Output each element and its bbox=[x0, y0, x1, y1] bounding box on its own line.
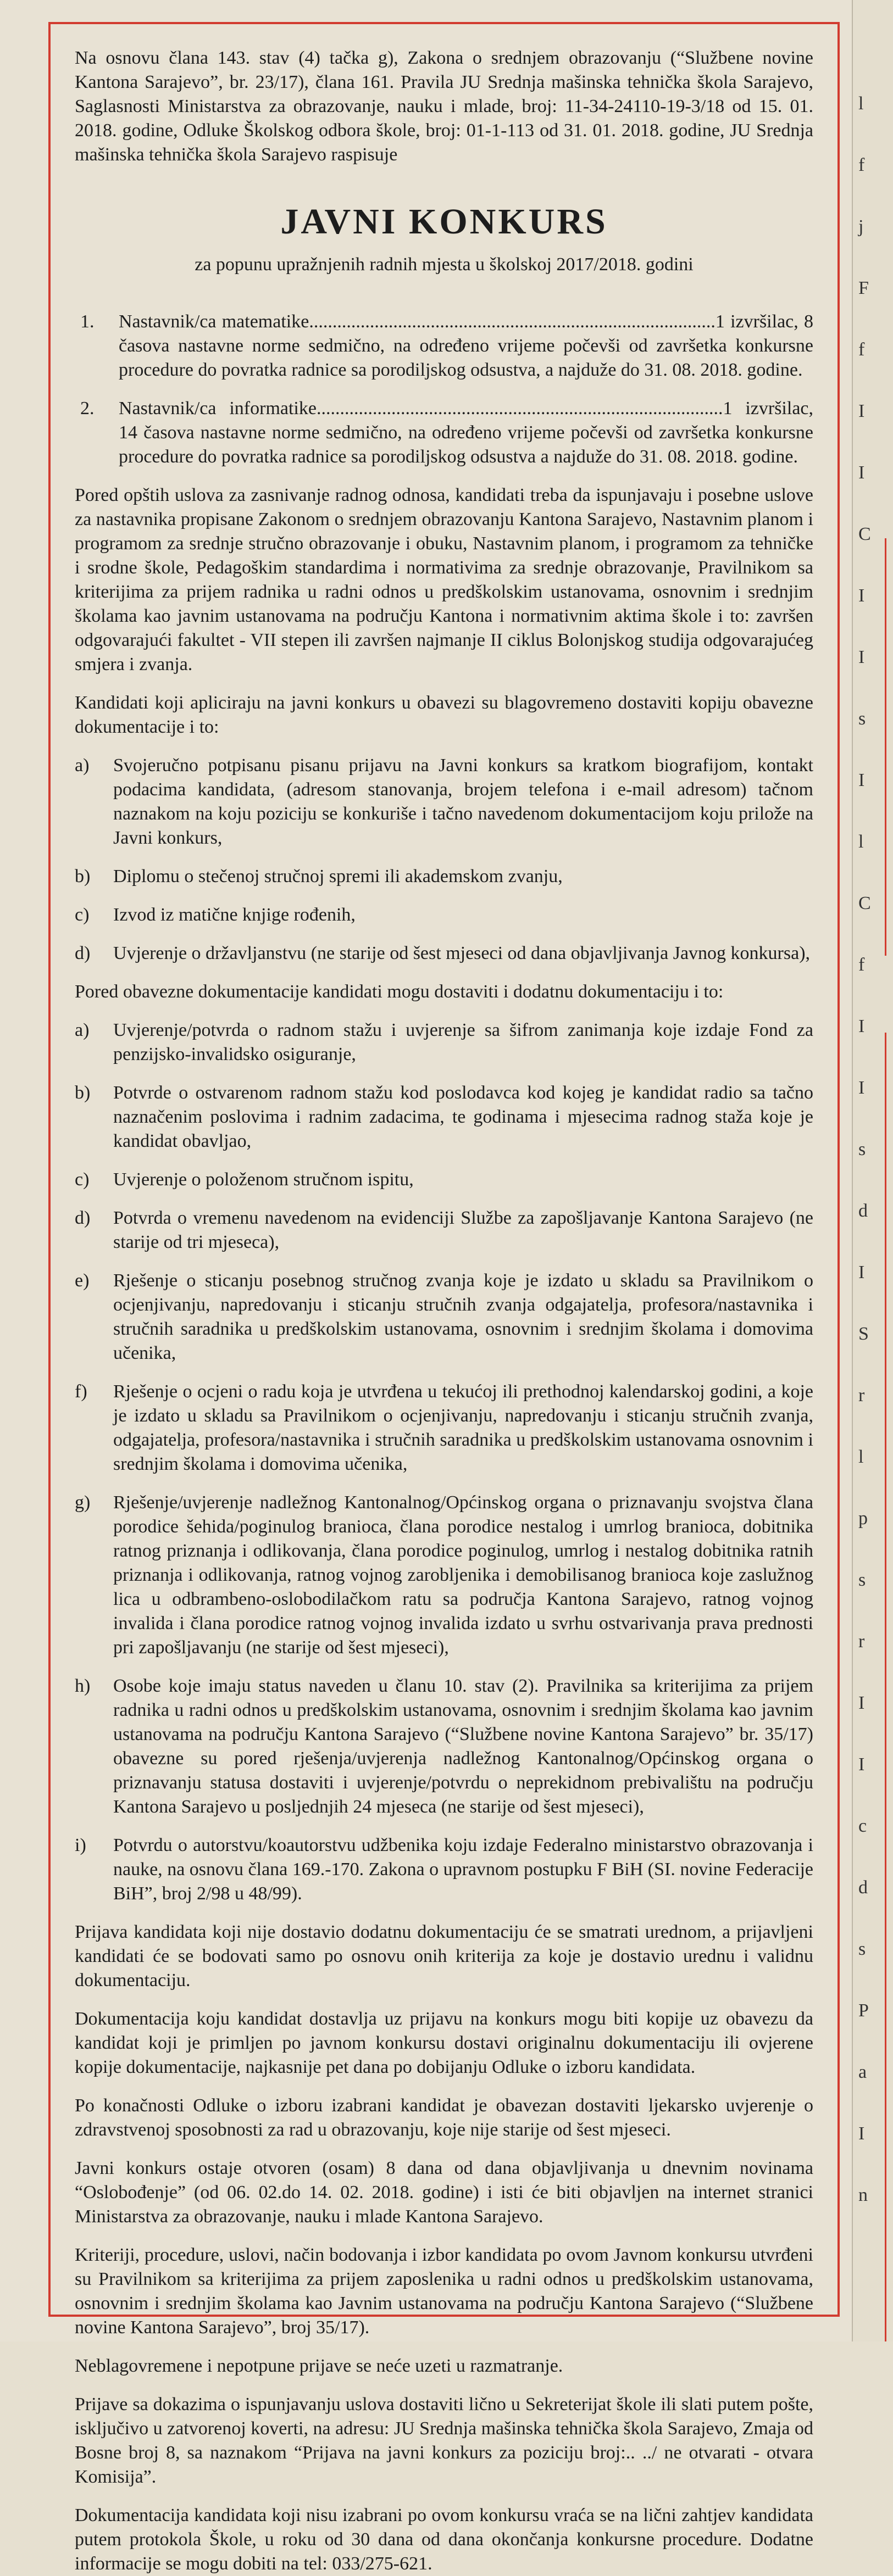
column-fragment-letter: f bbox=[858, 955, 865, 975]
column-fragment-letter: I bbox=[858, 401, 865, 421]
position-number: 2. bbox=[80, 398, 95, 419]
column-fragment-letter: c bbox=[858, 1816, 867, 1836]
required-doc-c bbox=[75, 903, 813, 927]
doc-letter: d) bbox=[75, 943, 91, 963]
doc-letter: e) bbox=[75, 1270, 90, 1291]
doc-letter: b) bbox=[75, 1083, 91, 1103]
column-fragment-letter: P bbox=[858, 2000, 869, 2021]
doc-letter: a) bbox=[75, 1020, 90, 1040]
column-fragment-letter: l bbox=[858, 93, 864, 114]
doc-letter: d) bbox=[75, 1208, 91, 1228]
closing-paragraph-8: Dokumentacija kandidata koji nisu izabrani po ovom konkursu vraća se na lični zahtjev kandidata putem protokola Škole, u roku od 30 dana od dana okončanja konkursne procedure. Dodatne informacije se mogu dobiti na tel: 033/275-621. bbox=[75, 2505, 813, 2574]
position-item-2 bbox=[75, 397, 813, 469]
position-number: 1. bbox=[80, 311, 95, 332]
closing-paragraph-3: Po konačnosti Odluke o izboru izabrani kandidat je obavezan dostaviti ljekarsko uvjerenje o zdravstvenoj sposobnosti za rad u obrazovanju, koje nije starije od šest mjeseci. bbox=[75, 2095, 813, 2140]
conditions-paragraph: Pored opštih uslova za zasnivanje radnog odnosa, kandidati treba da ispunjavaju i posebne uslove za nastavnika propisane Zakonom o srednjem obrazovanju Kantona Sarajevo, Nastavnim planom i programom za srednje stručno obrazovanje i obuku, Nastavnim planom, i programom za tehničke i srodne škole, Pedagoškim standardima i normativima za srednje obrazovanje, Pravilnikom sa kriterijima za prijem radnika u radni odnos u predškolskim ustanovama, osnovnim i srednjim školama kao javnim ustanovama na području Kantona i normativnim aktima škole i to: završen odgovarajući fakultet - VII stepen ili završen najmanje II ciklus Bolonjskog studija odgovarajućeg smjera i zvanja. bbox=[75, 485, 813, 674]
doc-letter: i) bbox=[75, 1835, 86, 1855]
doc-text: Uvjerenje/potvrda o radnom stažu i uvjerenje sa šifrom zanimanja koje izdaje Fond za penzijsko-invalidsko osiguranje, bbox=[113, 1020, 813, 1064]
column-fragment-letter: S bbox=[858, 1324, 869, 1344]
doc-text: Uvjerenje o položenom stručnom ispitu, bbox=[113, 1169, 414, 1190]
column-fragment-letter: n bbox=[858, 2185, 868, 2205]
additional-doc-b bbox=[75, 1081, 813, 1153]
additional-doc-f bbox=[75, 1380, 813, 1476]
doc-letter: c) bbox=[75, 905, 90, 925]
doc-text: Uvjerenje o državljanstvu (ne starije od šest mjeseci od dana objavljivanja Javnog konkursa), bbox=[113, 943, 811, 963]
column-fragment-letter: s bbox=[858, 1570, 866, 1590]
closing-paragraph-2: Dokumentacija koju kandidat dostavlja uz prijavu na konkurs mogu biti kopije uz obavezu da kandidat koji je primljen po javnom konkursu dostavi originalnu dokumentaciju ili ovjerene kopije dokumentacije, najkasnije pet dana po dobijanju Odluke o izboru kandidata. bbox=[75, 2009, 813, 2077]
doc-letter: f) bbox=[75, 1381, 87, 1402]
additional-docs-intro: Pored obavezne dokumentacije kandidati mogu dostaviti i dodatnu dokumentaciju i to: bbox=[75, 982, 724, 1002]
required-docs-intro: Kandidati koji apliciraju na javni konkurs u obavezi su blagovremeno dostaviti kopiju obavezne dokumentacije i to: bbox=[75, 693, 813, 737]
doc-letter: b) bbox=[75, 866, 91, 886]
column-fragment-letter: C bbox=[858, 893, 871, 913]
column-fragment-letter: s bbox=[858, 709, 866, 729]
column-fragment-letter: F bbox=[858, 278, 869, 298]
additional-doc-g bbox=[75, 1491, 813, 1660]
closing-paragraph-6: Neblagovremene i nepotpune prijave se neće uzeti u razmatranje. bbox=[75, 2356, 563, 2376]
column-fragment-letter: l bbox=[858, 832, 864, 852]
column-fragment-letter: p bbox=[858, 1508, 868, 1529]
required-doc-d bbox=[75, 941, 813, 966]
additional-doc-e bbox=[75, 1269, 813, 1365]
column-fragment-letter: C bbox=[858, 524, 871, 544]
column-fragment-letter: d bbox=[858, 1877, 868, 1898]
adjacent-border-line bbox=[885, 538, 886, 956]
doc-text: Rješenje/uvjerenje nadležnog Kantonalnog/Općinskog organa o priznavanju svojstva člana porodice šehida/poginulog branioca, člana porodice nestalog i umrlog branioca, dobitnika ratnog priznanja i odlikovanja, člana porodice poginulog, umrlog i nestalog dobitnika ratnih priznanja i odlikovanja, ratnog vojnog zarobljenika i demobilisanog branioca koje zaslužnog lica u odbrambeno-oslobodilačkom ratu sa područja Kantona Sarajevo, ratnog vojnog invalida i člana porodice ratnog vojnog invalida izdato u svrhu ostvarivanja prava prednosti pri zapošljavanju (ne starije od šest mjeseci), bbox=[113, 1492, 813, 1658]
column-fragment-letter: s bbox=[858, 1939, 866, 1959]
column-fragment-letter: I bbox=[858, 647, 865, 667]
column-fragment-letter: I bbox=[858, 1016, 865, 1036]
column-fragment-letter: d bbox=[858, 1201, 868, 1221]
doc-text: Potvrdu o autorstvu/koautorstvu udžbenika koju izdaje Federalno ministarstvo obrazovanja i nauke, na osnovu člana 169.-170. Zakona o upravnom postupku F BiH (SI. novine Federacije BiH”, broj 2/98 u 48/99). bbox=[113, 1835, 813, 1904]
additional-doc-d bbox=[75, 1206, 813, 1254]
doc-text: Diplomu o stečenoj stručnoj spremi ili akademskom zvanju, bbox=[113, 866, 563, 886]
notice-subtitle: za popunu upražnjenih radnih mjesta u školskoj 2017/2018. godini bbox=[195, 254, 694, 275]
doc-text: Svojeručno potpisanu pisanu prijavu na Javni konkurs sa kratkom biografijom, kontakt podacima kandidata, (adresom stanovanja, brojem telefona i e-mail adresom) tačnom naznakom na koju poziciju se konkuriše i tačno navedenom dokumentacijom koju prilože na Javni konkurs, bbox=[113, 755, 813, 848]
column-fragment-letter: I bbox=[858, 1754, 865, 1775]
column-fragment-letter: I bbox=[858, 1693, 865, 1713]
column-fragment-letter: r bbox=[858, 1631, 865, 1652]
intro-paragraph: Na osnovu člana 143. stav (4) tačka g), Zakona o srednjem obrazovanju (“Službene novine Kantona Sarajevo”, br. 23/17), člana 161. Pravila JU Srednja mašinska tehnička škola Sarajevo, Saglasnosti Ministarstva za obrazovanje, nauku i mlade, broj: 11-34-24110-19-3/18 od 15. 01. 2018. godine, Odluke Školskog odbora škole, broj: 01-1-113 od 31. 01. 2018. godine, JU Srednja mašinska tehnička škola Sarajevo raspisuje bbox=[75, 48, 813, 165]
closing-paragraph-7: Prijave sa dokazima o ispunjavanju uslova dostaviti lično u Sekreterijat škole ili slati putem pošte, isključivo u zatvorenoj koverti, na adresu: JU Srednja mašinska tehnička škola Sarajevo, Zmaja od Bosne broj 8, sa naznakom “Prijava na javni konkurs za poziciju broj:.. ../ ne otvarati - otvara Komisija”. bbox=[75, 2394, 813, 2487]
column-fragment-letter: f bbox=[858, 155, 865, 175]
required-doc-b bbox=[75, 865, 813, 889]
doc-text: Osobe koje imaju status naveden u članu 10. stav (2). Pravilnika sa kriterijima za prijem radnika u radni odnos u predškolskim ustanovama, osnovnim i srednjim školama kao javnim ustanovama na području Kantona Sarajevo (“Službene novine Kantona Sarajevo” br. 35/17) obavezne su pored rješenja/uvjerenja nadležnog Kantonalnog/Općinskog organa o priznavanju statusa dostaviti i uvjerenje/potvrdu o neprekidnom prebivalištu na području Kantona Sarajevo u posljednjih 24 mjeseca (ne starije od šest mjeseci), bbox=[113, 1676, 813, 1817]
column-fragment-letter: I bbox=[858, 462, 865, 483]
position-text: Nastavnik/ca informatike.......................................................................................1 izvršilac, 14 časova nastavne norme sedmično, na određeno vrijeme počevši od završetka konkursne procedure do povratka radnice sa porodiljskog odsustva a najduže do 31. 08. 2018. godine. bbox=[119, 398, 813, 467]
position-item-1 bbox=[75, 310, 813, 382]
job-notice bbox=[48, 22, 840, 2574]
additional-doc-c bbox=[75, 1168, 813, 1192]
notice-title: JAVNI KONKURS bbox=[280, 202, 608, 242]
closing-paragraph-1: Prijava kandidata koji nije dostavio dodatnu dokumentaciju će se smatrati urednom, a prijavljeni kandidati će se bodovati samo po osnovu onih kriterija za koje je dostavio urednu i validnu dokumentaciju. bbox=[75, 1922, 813, 1990]
doc-text: Rješenje o sticanju posebnog stručnog zvanja koje je izdato u skladu sa Pravilnikom o ocjenjivanju, napredovanju i sticanju stručnih zvanja odgajatelja, profesora/nastavnika i stručnih saradnika u predškolskim ustanovama, osnovnim i srednjim školama i domovima učenika, bbox=[113, 1270, 813, 1363]
doc-text: Potvrde o ostvarenom radnom stažu kod poslodavca kod kojeg je kandidat radio sa tačno naznačenim poslovima i radnim zadacima, te godinama i mjesecima radnog staža koje je kandidat obavljao, bbox=[113, 1083, 813, 1151]
closing-paragraph-5: Kriteriji, procedure, uslovi, način bodovanja i izbor kandidata po ovom Javnom konkursu utvrđeni su Pravilnikom sa kriterijima za prijem zaposlenika u radni odnos u predškolskim ustanovama, osnovnim i srednjim školama kao Javnim ustanovama na području Kantona Sarajevo (“Službene novine Kantona Sarajevo”, broj 35/17). bbox=[75, 2245, 813, 2338]
additional-doc-h bbox=[75, 1674, 813, 1819]
doc-text: Potvrda o vremenu navedenom na evidenciji Službe za zapošljavanje Kantona Sarajevo (ne starije od tri mjeseca), bbox=[113, 1208, 813, 1252]
column-fragment-letter: j bbox=[858, 216, 864, 237]
closing-paragraph-4: Javni konkurs ostaje otvoren (osam) 8 dana od dana objavljivanja u dnevnim novinama “Oslobođenje” (od 06. 02.do 14. 02. 2018. godine) i isti će biti objavljen na internet stranici Ministarstva za obrazovanje, nauku i mlade Kantona Sarajevo. bbox=[75, 2158, 813, 2227]
column-fragment-letter: I bbox=[858, 770, 865, 790]
doc-text: Izvod iz matične knjige rođenih, bbox=[113, 905, 356, 925]
additional-doc-a bbox=[75, 1018, 813, 1067]
column-fragment-letter: l bbox=[858, 1447, 864, 1467]
column-fragment-letter: I bbox=[858, 2123, 865, 2144]
adjacent-border-line bbox=[885, 1033, 886, 2341]
doc-text: Rješenje o ocjeni o radu koja je utvrđena u tekućoj ili prethodnoj kalendarskoj godini, a koje je izdato u skladu sa Pravilnikom o ocjenjivanju, napredovanju i sticanju stručnih zvanja, odgajatelja, profesora/nastavnika i stručnih saradnika u predškolskim ustanovama osnovnim i srednjim školama i domovima učenika, bbox=[113, 1381, 813, 1474]
required-doc-a bbox=[75, 754, 813, 850]
doc-letter: a) bbox=[75, 755, 90, 776]
column-fragment-letter: I bbox=[858, 1078, 865, 1098]
doc-letter: h) bbox=[75, 1676, 91, 1696]
column-fragment-letter: r bbox=[858, 1385, 865, 1406]
column-fragment-letter: a bbox=[858, 2062, 867, 2082]
column-fragment-letter: s bbox=[858, 1139, 866, 1159]
column-fragment-letter: f bbox=[858, 339, 865, 360]
doc-letter: g) bbox=[75, 1492, 91, 1513]
adjacent-column-fragment bbox=[852, 0, 893, 2341]
column-fragment-letter: I bbox=[858, 1262, 865, 1283]
additional-doc-i bbox=[75, 1833, 813, 1906]
doc-letter: c) bbox=[75, 1169, 90, 1190]
column-fragment-letter: I bbox=[858, 586, 865, 606]
position-text: Nastavnik/ca matematike.......................................................................................1 izvršilac, 8 časova nastavne norme sedmično, na određeno vrijeme počevši od završetka konkursne procedure do povratka radnice sa porodiljskog odsustva, a najduže do 31. 08. 2018. godine. bbox=[119, 311, 813, 380]
